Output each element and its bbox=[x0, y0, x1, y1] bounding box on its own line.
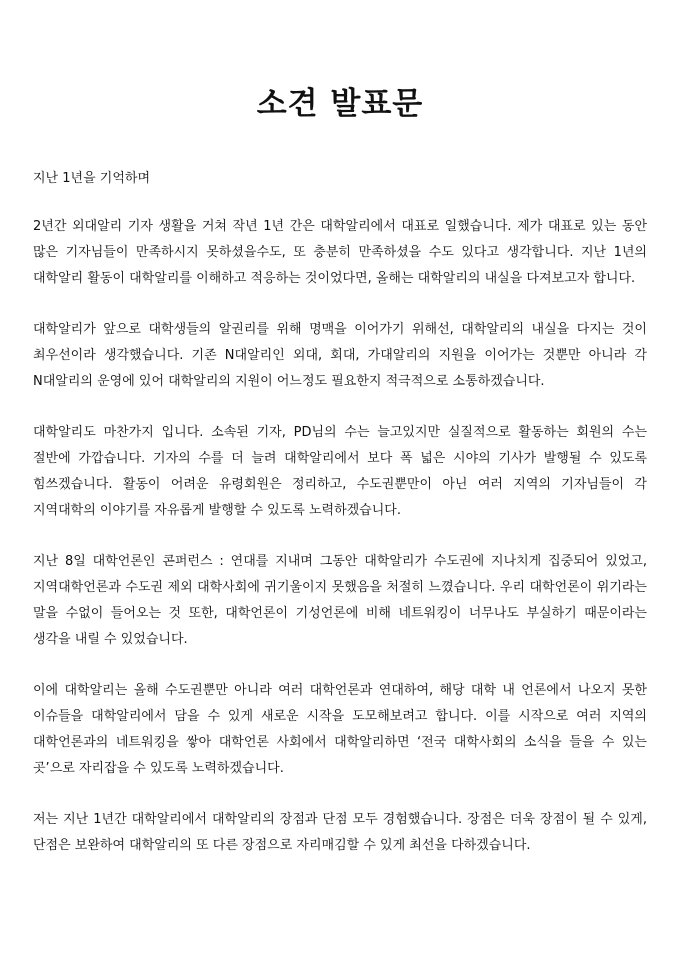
document-body bbox=[33, 214, 647, 859]
paragraph-5: 이에 대학알리는 올해 수도권뿐만 아니라 여러 대학언론과 연대하여, 해당 대학 내 언론에서 나오지 못한 이슈들을 대학알리에서 담을 수 있게 새로운 시작을 도모해보려고 합니다. 이를 시작으로 여러 지역의 대학언론과의 네트워킹을 쌓아 대학언론 사회에서 대학알리하면 ‘전국 대학사회의 소식을 들을 수 있는 곳’으로 자리잡을 수 있도록 노력하겠습니다. bbox=[33, 683, 647, 776]
paragraph-1: 2년간 외대알리 기자 생활을 거쳐 작년 1년 간은 대학알리에서 대표로 일했습니다. 제가 대표로 있는 동안 많은 기자님들이 만족하시지 못하셨을수도, 또 충분히 만족하셨을 수도 있다고 생각합니다. 지난 1년의 대학알리 활동이 대학알리를 이해하고 적응하는 것이었다면, 올해는 대학알리의 내실을 다져보고자 합니다. bbox=[33, 219, 647, 286]
document-title: 소견 발표문 bbox=[256, 86, 424, 122]
paragraph-6: 저는 지난 1년간 대학알리에서 대학알리의 장점과 단점 모두 경험했습니다. 장점은 더욱 장점이 될 수 있게, 단점은 보완하여 대학알리의 또 다른 장점으로 자리매김할 수 있게 최선을 다하겠습니다. bbox=[33, 812, 647, 853]
paragraph-3: 대학알리도 마찬가지 입니다. 소속된 기자, PD님의 수는 늘고있지만 실질적으로 활동하는 회원의 수는 절반에 가깝습니다. 기자의 수를 더 늘려 대학알리에서 보다 폭 넓은 시야의 기사가 발행될 수 있도록 힘쓰겠습니다. 활동이 어려운 유령회원은 정리하고, 수도권뿐만이 아닌 여러 지역의 기자님들이 각 지역대학의 이야기를 자유롭게 발행할 수 있도록 노력하겠습니다. bbox=[33, 425, 647, 518]
document-subtitle: 지난 1년을 기억하며 bbox=[33, 171, 150, 186]
paragraph-4: 지난 8일 대학언론인 콘퍼런스 : 연대를 지내며 그동안 대학알리가 수도권에 지나치게 집중되어 있었고, 지역대학언론과 수도권 제외 대학사회에 귀기울이지 못했음을 처절히 느꼈습니다. 우리 대학언론이 위기라는 말을 수없이 들어오는 것 또한, 대학언론이 기성언론에 비해 네트워킹이 너무나도 부실하기 때문이라는 생각을 내릴 수 있었습니다. bbox=[33, 554, 647, 647]
paragraph-2: 대학알리가 앞으로 대학생들의 알권리를 위해 명맥을 이어가기 위해선, 대학알리의 내실을 다지는 것이 최우선이라 생각했습니다. 기존 N대알리인 외대, 회대, 가대알리의 지원을 이어가는 것뿐만 아니라 각 N대알리의 운영에 있어 대학알리의 지원이 어느정도 필요한지 적극적으로 소통하겠습니다. bbox=[33, 322, 647, 389]
